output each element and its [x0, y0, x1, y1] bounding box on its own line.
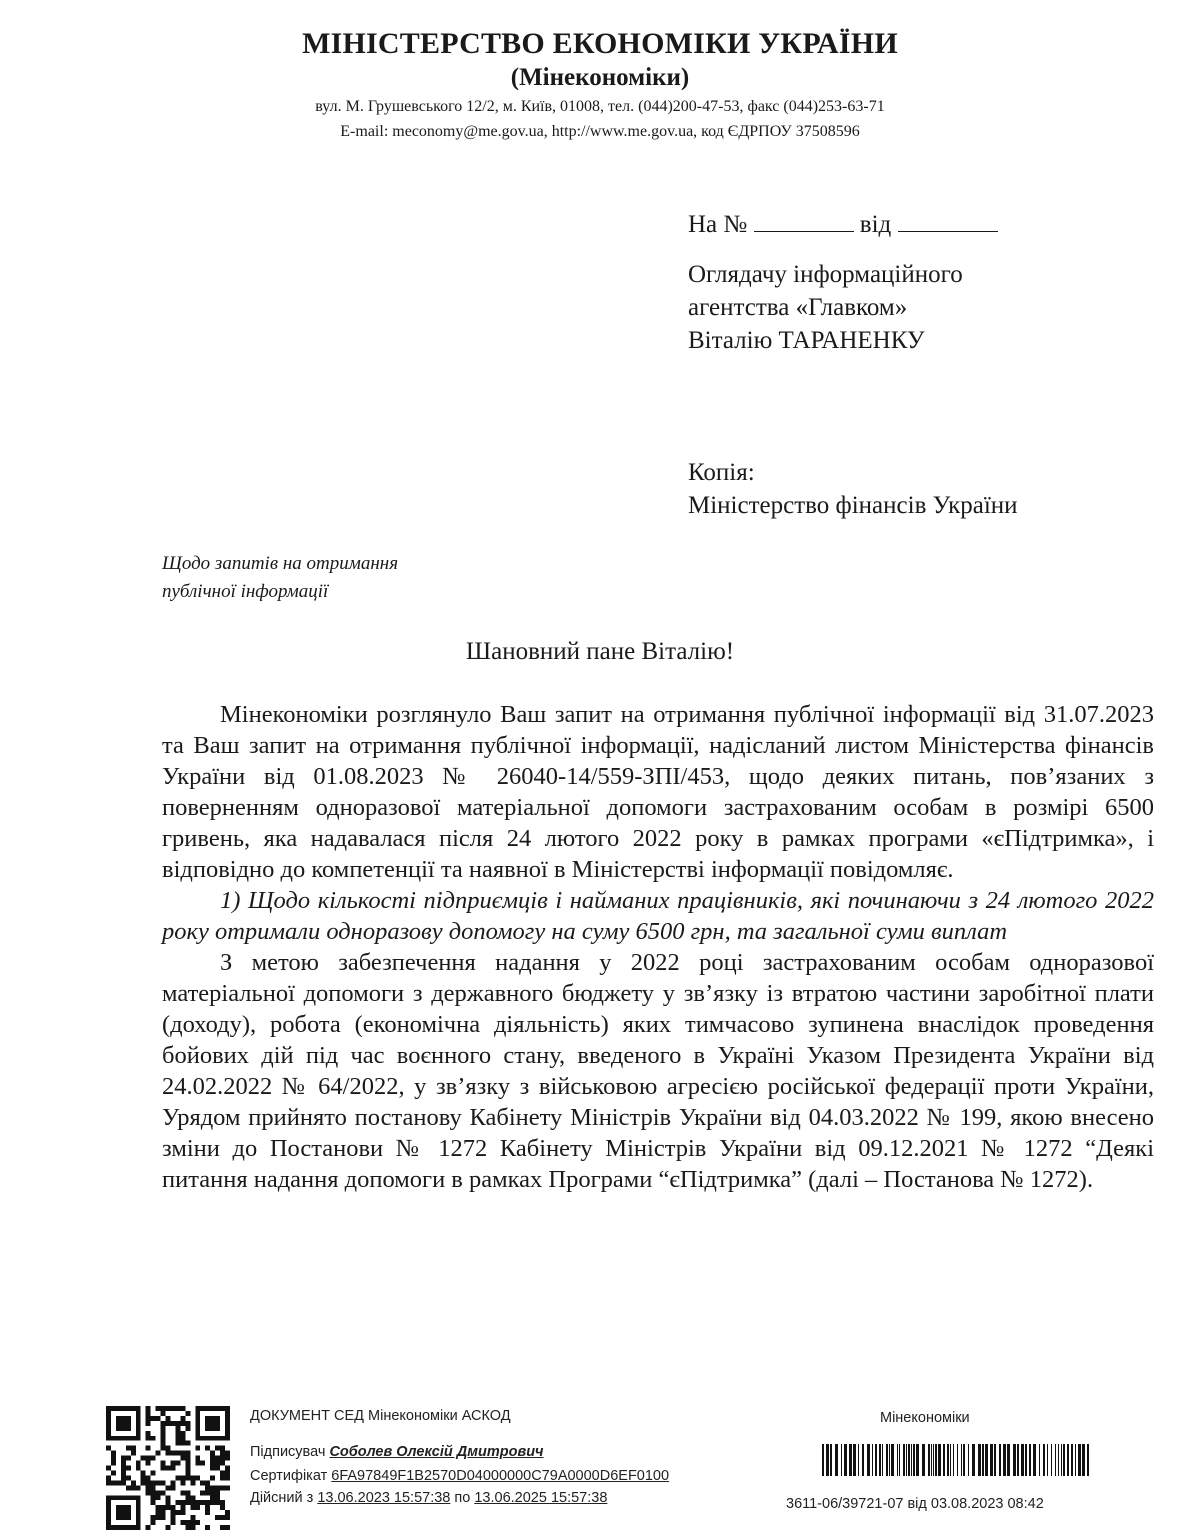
validity-line [250, 1490, 607, 1506]
body-paragraph: Мінекономіки розглянуло Ваш запит на отримання публічної інформації від 31.07.2023 та Ваш запит на отримання публічної інформації, надісланий листом Міністерства фінансів України від 01.08.2023 № 26040-14/559-ЗПІ/453, щодо деяких питань, пов’язаних з поверненням одноразової матеріальної допомоги застрахованим особам в розмірі 6500 гривень, яка надавалася після 24 лютого 2022 року в рамках програми «єПідтримка», і відповідно до компетенції та наявної в Міністерстві інформації повідомляє. [162, 701, 1154, 883]
letter-body [162, 699, 1154, 1195]
addressee-line: агентства «Главком» [688, 294, 908, 321]
signer-line [250, 1444, 544, 1460]
e-signature-footer [0, 1400, 1200, 1530]
reference-date-label: від [859, 211, 892, 238]
reference-number-label: На № [688, 211, 748, 238]
addressee-line: Оглядачу інформаційного [688, 261, 963, 288]
barcode-icon [822, 1444, 1090, 1476]
ministry-name: МІНІСТЕРСТВО ЕКОНОМІКИ УКРАЇНИ [302, 27, 898, 60]
salutation: Шановний пане Віталію! [465, 638, 735, 665]
addressee-line: Віталію ТАРАНЕНКУ [688, 327, 925, 354]
copy-block [688, 456, 1018, 522]
ministry-address: вул. М. Грушевського 12/2, м. Київ, 01008, тел. (044)200-47-53, факс (044)253-63-71 [315, 98, 885, 115]
addressee-block [688, 258, 963, 357]
copy-label: Копія: [688, 459, 755, 486]
letter-subject [162, 550, 398, 606]
body-question-heading: 1) Щодо кількості підприємців і найманих працівників, які починаючи з 24 лютого 2022 року отримали одноразову допомогу на суму 6500 грн, та загальної суми виплат [162, 887, 1154, 945]
letterhead [0, 26, 1200, 144]
valid-from-value: 13.06.2023 15:57:38 [317, 1490, 451, 1506]
certificate-value: 6FA97849F1B2570D04000000C79A0000D6EF0100 [331, 1468, 670, 1484]
certificate-label: Сертифікат [250, 1468, 328, 1484]
valid-from-label: Дійсний з [250, 1490, 314, 1506]
ministry-short-name: (Мінекономіки) [510, 64, 690, 91]
outgoing-reference [688, 206, 998, 244]
sed-document-title: ДОКУМЕНТ СЕД Мінекономіки АСКОД [250, 1408, 511, 1424]
footer-organization: Мінекономіки [880, 1410, 970, 1426]
ministry-email-line: E-mail: meconomy@me.gov.ua, http://www.me.gov.ua, код ЄДРПОУ 37508596 [340, 123, 860, 140]
copy-recipient: Міністерство фінансів України [688, 492, 1018, 519]
registration-number: 3611-06/39721-07 від 03.08.2023 08:42 [786, 1496, 1044, 1512]
body-paragraph: З метою забезпечення надання у 2022 році застрахованим особам одноразової матеріальної допомоги з державного бюджету у зв’язку із втратою частини заробітної плати (доходу), робота (економічна діяльність) яких тимчасово зупинена внаслідок проведення бойових дій під час воєнного стану, введеного в Україні Указом Президента України від 24.02.2022 № 64/2022, у зв’язку з військовою агресією російської федерації проти України, Урядом прийнято постанову Кабінету Міністрів України від 04.03.2022 № 199, якою внесено зміни до Постанови № 1272 Кабінету Міністрів України від 09.12.2021 № 1272 “Деякі питання надання допомоги в рамках Програми “єПідтримка” (далі – Постанова № 1272). [162, 949, 1154, 1193]
signer-name: Соболев Олексій Дмитрович [329, 1444, 544, 1460]
subject-line: публічної інформації [162, 581, 329, 602]
valid-to-value: 13.06.2025 15:57:38 [474, 1490, 608, 1506]
certificate-line [250, 1468, 669, 1484]
reference-date-blank [898, 207, 998, 232]
valid-to-label: по [454, 1490, 471, 1506]
signer-label: Підписувач [250, 1444, 326, 1460]
subject-line: Щодо запитів на отримання [162, 553, 399, 574]
reference-number-blank [754, 207, 854, 232]
qr-code-icon [106, 1406, 230, 1530]
